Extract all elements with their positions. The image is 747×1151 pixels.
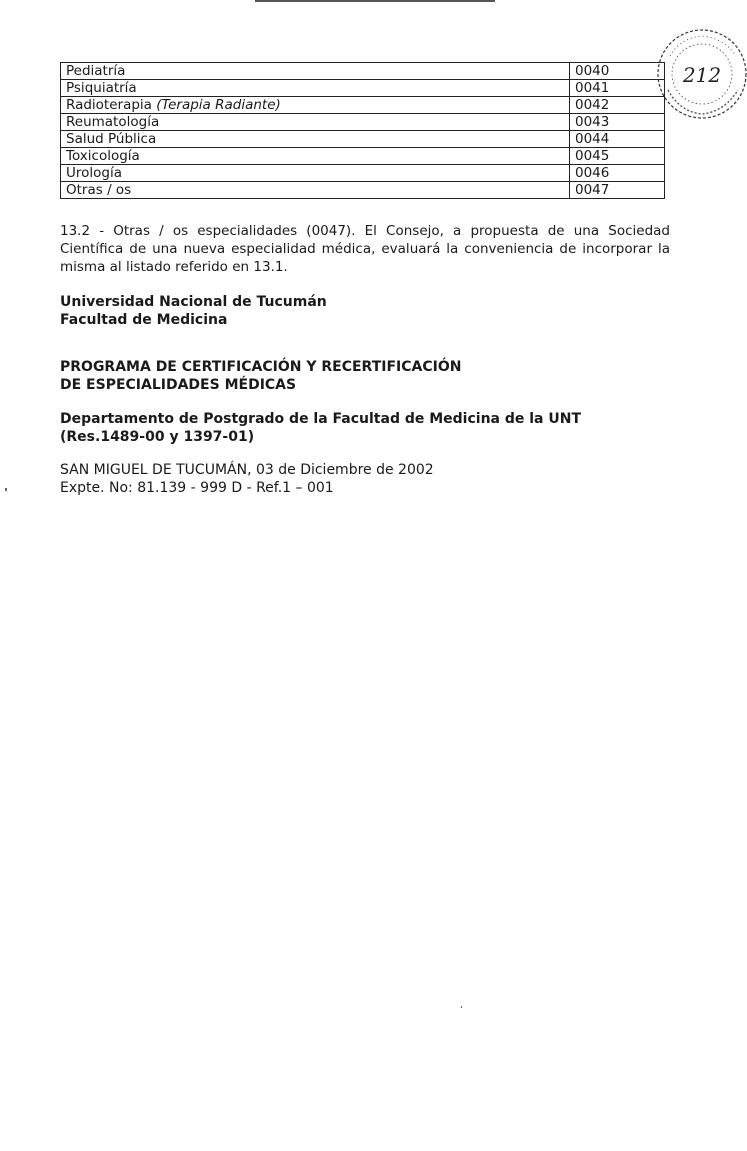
table-row	[61, 63, 665, 80]
specialties-table	[60, 62, 665, 199]
table-row	[61, 131, 665, 148]
top-rule	[255, 0, 495, 2]
department-resolutions: (Res.1489-00 y 1397-01)	[60, 429, 255, 445]
specialty-name: Pediatría	[61, 63, 570, 80]
official-seal-stamp	[650, 28, 747, 128]
specialty-name: Otras / os	[61, 182, 570, 199]
table-row	[61, 80, 665, 97]
specialty-code: 0046	[570, 165, 665, 182]
specialty-name-cell	[61, 97, 570, 114]
specialty-name-extra: (Terapia Radiante)	[156, 97, 281, 113]
table-row	[61, 182, 665, 199]
program-title-line1: PROGRAMA DE CERTIFICACIÓN Y RECERTIFICACIÓN	[60, 359, 462, 375]
seal-number: 212	[682, 63, 722, 87]
program-title-line2: DE ESPECIALIDADES MÉDICAS	[60, 377, 297, 393]
specialty-code: 0047	[570, 182, 665, 199]
department-name: Departamento de Postgrado de la Facultad de Medicina de la UNT	[60, 411, 582, 427]
specialty-name: Psiquiatría	[61, 80, 570, 97]
specialty-code: 0042	[570, 97, 665, 114]
department-block	[60, 410, 581, 446]
university-name: Universidad Nacional de Tucumán	[60, 294, 327, 310]
specialty-code: 0040	[570, 63, 665, 80]
table-row	[61, 165, 665, 182]
footer-block	[60, 461, 434, 497]
table-row	[61, 114, 665, 131]
specialty-code: 0045	[570, 148, 665, 165]
specialty-name: Radioterapia	[66, 97, 152, 113]
specialty-code: 0041	[570, 80, 665, 97]
scan-speck	[5, 488, 7, 491]
specialty-name: Salud Pública	[61, 131, 570, 148]
program-title-block	[60, 358, 461, 394]
table-row	[61, 148, 665, 165]
table-row	[61, 97, 665, 114]
specialty-code: 0043	[570, 114, 665, 131]
specialty-name: Urología	[61, 165, 570, 182]
place-date: SAN MIGUEL DE TUCUMÁN, 03 de Diciembre de 2002	[60, 462, 434, 478]
specialty-name: Reumatología	[61, 114, 570, 131]
specialty-name: Toxicología	[61, 148, 570, 165]
section-13-2-paragraph: 13.2 - Otras / os especialidades (0047). El Consejo, a propuesta de una Sociedad Científica de una nueva especialidad médica, evaluará la conveniencia de incorporar la misma al listado referido en 13.1.	[60, 223, 670, 275]
faculty-name: Facultad de Medicina	[60, 312, 228, 328]
file-reference: Expte. No: 81.139 - 999 D - Ref.1 – 001	[60, 480, 334, 496]
specialty-code: 0044	[570, 131, 665, 148]
institution-block	[60, 293, 327, 329]
scan-speck	[461, 1006, 462, 1008]
